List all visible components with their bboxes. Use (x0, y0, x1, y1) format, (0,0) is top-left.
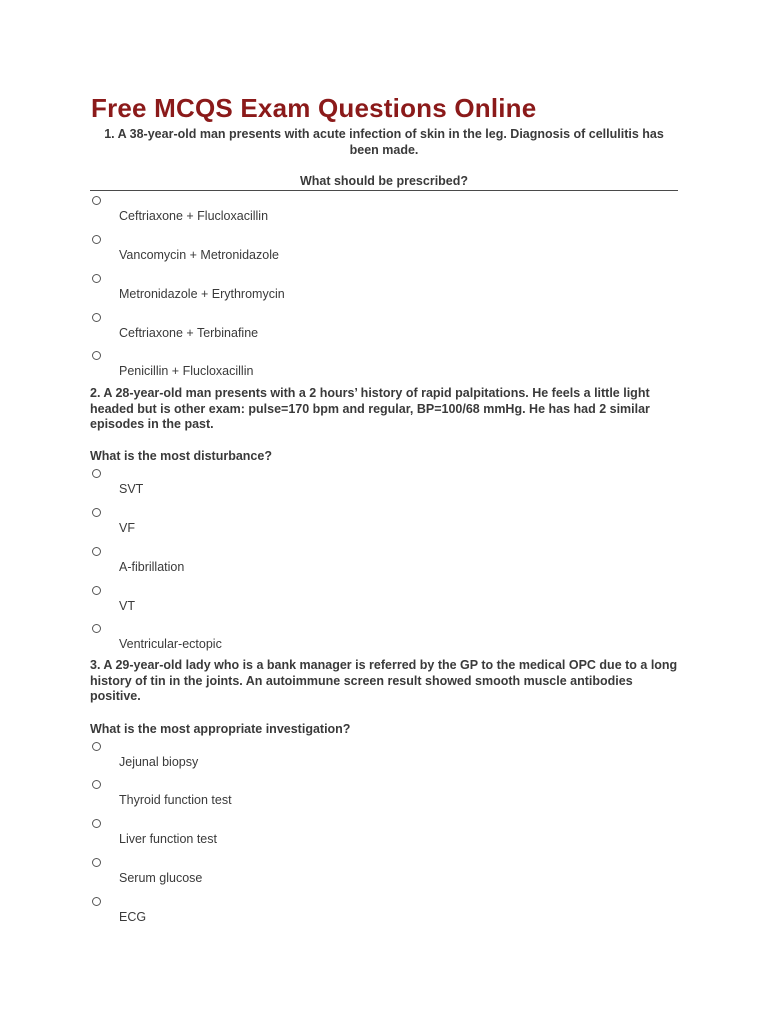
option-label: Penicillin + Flucloxacillin (119, 364, 254, 378)
radio-button[interactable] (92, 235, 101, 244)
option-label: Ceftriaxone + Flucloxacillin (119, 209, 269, 223)
question-1-prompt: What should be prescribed? (299, 174, 469, 188)
question-1-option-4[interactable] (90, 313, 490, 343)
option-label: Liver function test (119, 832, 217, 846)
option-label: Serum glucose (119, 871, 203, 885)
option-label: Jejunal biopsy (119, 755, 199, 769)
radio-button[interactable] (92, 858, 101, 867)
option-label: Vancomycin + Metronidazole (119, 248, 279, 262)
option-label: SVT (119, 482, 144, 496)
question-3-option-4[interactable] (90, 858, 490, 888)
option-label: VT (119, 599, 135, 613)
option-label: Ventricular-ectopic (119, 637, 222, 651)
radio-button[interactable] (92, 351, 101, 360)
question-2-option-1[interactable] (90, 469, 490, 499)
radio-button[interactable] (92, 624, 101, 633)
option-label: VF (119, 521, 135, 535)
radio-button[interactable] (92, 196, 101, 205)
radio-button[interactable] (92, 897, 101, 906)
question-2-text: 2. A 28-year-old man presents with a 2 hours’ history of rapid palpitations. He feels a little light headed but is other exam: pulse=170 bpm and regular, BP=100/68 mmHg. He has had 2 similar episodes in the past. (90, 386, 650, 431)
radio-button[interactable] (92, 274, 101, 283)
question-3-option-5[interactable] (90, 897, 490, 927)
question-2-option-3[interactable] (90, 547, 490, 577)
option-label: Thyroid function test (119, 793, 232, 807)
question-2-option-2[interactable] (90, 508, 490, 538)
option-label: A-fibrillation (119, 560, 185, 574)
radio-button[interactable] (92, 819, 101, 828)
question-2-option-5[interactable] (90, 624, 490, 654)
question-3-option-1[interactable] (90, 742, 490, 772)
radio-button[interactable] (92, 742, 101, 751)
question-3-text: 3. A 29-year-old lady who is a bank manager is referred by the GP to the medical OPC due to a long history of tin in the joints. An autoimmune screen result showed smooth muscle antibodies positive. (90, 658, 678, 703)
question-3-prompt: What is the most appropriate investigation? (90, 722, 351, 736)
radio-button[interactable] (92, 508, 101, 517)
radio-button[interactable] (92, 547, 101, 556)
question-1-option-5[interactable] (90, 351, 490, 381)
radio-button[interactable] (92, 586, 101, 595)
question-1-option-3[interactable] (90, 274, 490, 304)
option-label: Metronidazole + Erythromycin (119, 287, 285, 301)
question-3-option-3[interactable] (90, 819, 490, 849)
question-2-prompt: What is the most disturbance? (90, 449, 272, 463)
radio-button[interactable] (92, 469, 101, 478)
page-title: Free MCQS Exam Questions Online (91, 93, 537, 123)
radio-button[interactable] (92, 780, 101, 789)
question-1-option-1[interactable] (90, 196, 490, 226)
question-2-option-4[interactable] (90, 586, 490, 616)
option-label: ECG (119, 910, 147, 924)
radio-button[interactable] (92, 313, 101, 322)
question-1-option-2[interactable] (90, 235, 490, 265)
question-1-text: 1. A 38-year-old man presents with acute infection of skin in the leg. Diagnosis of cellulitis has been made. (104, 127, 664, 157)
option-label: Ceftriaxone + Terbinafine (119, 326, 259, 340)
divider (90, 190, 678, 191)
question-3-option-2[interactable] (90, 780, 490, 810)
